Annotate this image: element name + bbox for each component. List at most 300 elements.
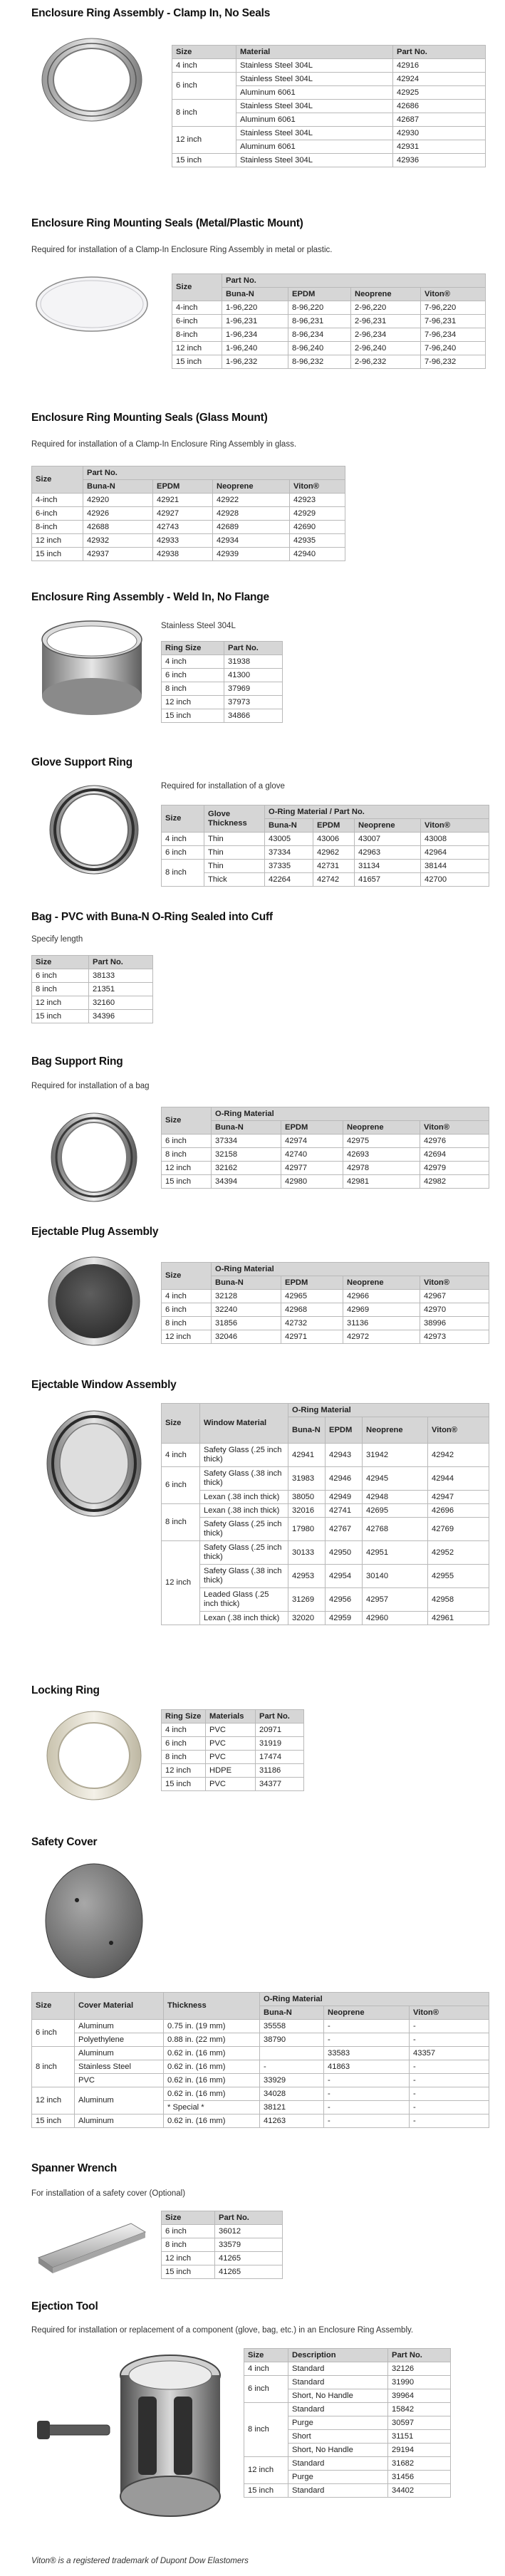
cell: 42953	[288, 1565, 326, 1588]
section-title-glove-support-ring: Glove Support Ring	[31, 756, 132, 768]
cell-material: Aluminum 6061	[236, 86, 393, 100]
cell: 42959	[326, 1612, 363, 1625]
cell: 38144	[421, 860, 489, 873]
cell: -	[324, 2101, 410, 2114]
cell: 0.75 in. (19 mm)	[164, 2020, 260, 2033]
cell: Aluminum	[75, 2020, 164, 2033]
table-row	[162, 1518, 489, 1541]
cell-part-no: 42936	[393, 154, 486, 167]
cell: Thin	[204, 860, 265, 873]
cell-part-no: 42931	[393, 140, 486, 154]
th-oring-material: O-Ring Material	[212, 1263, 489, 1276]
cell: 12 inch	[244, 2457, 288, 2484]
cell: 37973	[224, 696, 283, 709]
cell: 32126	[388, 2362, 451, 2376]
section-note: Specify length	[31, 935, 83, 944]
cell: -	[410, 2074, 489, 2087]
cell: 8-inch	[172, 328, 222, 342]
cell: 30133	[288, 1541, 326, 1565]
th-viton: Viton®	[428, 1417, 489, 1444]
cell: 31136	[343, 1317, 420, 1330]
cell: 42740	[281, 1148, 343, 1162]
cell: Lexan (.38 inch thick)	[200, 1504, 288, 1518]
th-description: Description	[288, 2349, 388, 2362]
cell: -	[410, 2033, 489, 2047]
cell: 42941	[288, 1444, 326, 1467]
cell: 43007	[355, 833, 421, 846]
cell: 42690	[290, 521, 345, 534]
th-part-no: Part No.	[224, 642, 283, 655]
cell: 43006	[313, 833, 355, 846]
cell: 21351	[89, 983, 153, 996]
cell: 1-96,234	[222, 328, 288, 342]
cell: 41265	[215, 2265, 283, 2279]
cell: Safety Glass (.38 inch thick)	[200, 1467, 288, 1491]
cell: 31682	[388, 2457, 451, 2471]
clamp-in-ring-table	[172, 45, 486, 167]
cell: Lexan (.38 inch thick)	[200, 1612, 288, 1625]
cell: 12 inch	[172, 342, 222, 355]
section-title-locking-ring: Locking Ring	[31, 1684, 100, 1696]
cell: 42960	[363, 1612, 428, 1625]
table-row	[162, 1162, 489, 1175]
cell: 6 inch	[244, 2376, 288, 2403]
cell: 12 inch	[162, 1764, 206, 1778]
th-epdm: EPDM	[288, 288, 351, 301]
cell: 4-inch	[172, 301, 222, 315]
cell-size: 15 inch	[172, 154, 236, 167]
table-row	[162, 1612, 489, 1625]
cell: Aluminum	[75, 2114, 164, 2128]
th-oring-material: O-Ring Material	[260, 1993, 489, 2006]
ejectable-plug-image	[31, 1248, 152, 1355]
cell: 42958	[428, 1588, 489, 1612]
table-row	[32, 494, 345, 507]
cell: 38790	[260, 2033, 324, 2047]
cell: 15 inch	[162, 1175, 212, 1189]
section-note: Required for installation of a Clamp-In Enclosure Ring Assembly in glass.	[31, 440, 297, 449]
th-part-no: Part No.	[215, 2211, 283, 2225]
cell: 31856	[212, 1317, 281, 1330]
cell: 15 inch	[162, 2265, 215, 2279]
section-title-ejectable-window: Ejectable Window Assembly	[31, 1379, 177, 1391]
cell: 15 inch	[32, 548, 83, 561]
cell: 1-96,240	[222, 342, 288, 355]
cell: 8 inch	[162, 1751, 206, 1764]
cell: 2-96,232	[351, 355, 421, 369]
cell: 29194	[388, 2444, 451, 2457]
table-row	[162, 1737, 304, 1751]
th-part-no: Part No.	[89, 956, 153, 969]
th-neoprene: Neoprene	[351, 288, 421, 301]
cell: -	[324, 2087, 410, 2101]
cell: 42939	[213, 548, 290, 561]
cell: 0.88 in. (22 mm)	[164, 2033, 260, 2047]
th-thickness: Thickness	[164, 1993, 260, 2020]
cell: -	[324, 2020, 410, 2033]
cell: 4 inch	[244, 2362, 288, 2376]
cell: 42966	[343, 1290, 420, 1303]
cell: 30140	[363, 1565, 428, 1588]
cell: 42934	[213, 534, 290, 548]
cell: Safety Glass (.25 inch thick)	[200, 1541, 288, 1565]
cell: 6 inch	[162, 846, 204, 860]
bag-support-ring-image	[31, 1104, 152, 1211]
cell: Aluminum	[75, 2087, 164, 2114]
cell: 42928	[213, 507, 290, 521]
cell: 7-96,231	[421, 315, 486, 328]
cell: -	[324, 2033, 410, 2047]
table-row	[32, 2087, 489, 2101]
cell: Polyethylene	[75, 2033, 164, 2047]
cell: PVC	[206, 1724, 256, 1737]
cell: 6 inch	[162, 1467, 200, 1504]
cell: 42700	[421, 873, 489, 887]
cell-size: 8 inch	[172, 100, 236, 127]
cell: Leaded Glass (.25 inch thick)	[200, 1588, 288, 1612]
cell: 31983	[288, 1467, 326, 1491]
th-viton: Viton®	[420, 1276, 489, 1290]
cell: 33929	[260, 2074, 324, 2087]
cell: 32016	[288, 1504, 326, 1518]
cell: 42938	[153, 548, 213, 561]
cell: 0.62 in. (16 mm)	[164, 2047, 260, 2060]
cell: 42920	[83, 494, 153, 507]
table-row	[244, 2484, 451, 2498]
cell: 39964	[388, 2389, 451, 2403]
cell: 7-96,232	[421, 355, 486, 369]
cell: 42965	[281, 1290, 343, 1303]
table-row	[32, 534, 345, 548]
cell: 31919	[256, 1737, 304, 1751]
cell: Short, No Handle	[288, 2389, 388, 2403]
table-row	[172, 355, 486, 369]
th-size: Size	[162, 2211, 215, 2225]
th-size: Size	[32, 466, 83, 494]
cell-part-no: 42687	[393, 113, 486, 127]
th-part-no: Part No.	[83, 466, 345, 480]
cell: 42923	[290, 494, 345, 507]
cell: 8 inch	[162, 682, 224, 696]
th-glove-thickness: Glove Thickness	[204, 805, 265, 833]
cell: 42967	[420, 1290, 489, 1303]
cell: 36012	[215, 2225, 283, 2238]
section-title-metal-plastic-seals: Enclosure Ring Mounting Seals (Metal/Plastic Mount)	[31, 217, 303, 229]
cell: -	[410, 2060, 489, 2074]
table-row	[162, 1467, 489, 1491]
th-size: Size	[32, 956, 89, 969]
cell: 31456	[388, 2471, 451, 2484]
cell-part-no: 42930	[393, 127, 486, 140]
cell: Safety Glass (.25 inch thick)	[200, 1444, 288, 1467]
cell: 42731	[313, 860, 355, 873]
cell: 42946	[326, 1467, 363, 1491]
table-row	[162, 1504, 489, 1518]
cell: 8-inch	[32, 521, 83, 534]
section-title-ejection-tool: Ejection Tool	[31, 2300, 98, 2312]
cell: 15 inch	[162, 1778, 206, 1791]
cell: 34394	[212, 1175, 281, 1189]
th-size: Size	[162, 1404, 200, 1444]
th-part-no: Part No.	[388, 2349, 451, 2362]
cell: 42978	[343, 1162, 420, 1175]
cell: 31942	[363, 1444, 428, 1467]
metal-plastic-seals-table	[172, 273, 486, 369]
table-row	[32, 1010, 153, 1023]
cell: 42743	[153, 521, 213, 534]
table-row	[162, 1491, 489, 1504]
table-row	[32, 548, 345, 561]
cell: 8-96,231	[288, 315, 351, 328]
cell: 12 inch	[162, 1162, 212, 1175]
cell: 43005	[265, 833, 313, 846]
cell: 7-96,220	[421, 301, 486, 315]
table-row	[162, 1778, 304, 1791]
table-row	[162, 1764, 304, 1778]
table-row	[32, 969, 153, 983]
cell: 12 inch	[162, 1541, 200, 1625]
cell: 42961	[428, 1612, 489, 1625]
cell: 8-96,220	[288, 301, 351, 315]
cell: 31269	[288, 1588, 326, 1612]
cell: 4 inch	[162, 655, 224, 669]
ejection-tool-table	[244, 2348, 451, 2498]
cell: 37969	[224, 682, 283, 696]
cell: 42973	[420, 1330, 489, 1344]
cell: 4 inch	[162, 1444, 200, 1467]
cell: 4-inch	[32, 494, 83, 507]
table-row	[172, 100, 486, 113]
cell: 42926	[83, 507, 153, 521]
cell: 2-96,240	[351, 342, 421, 355]
table-row	[172, 59, 486, 73]
table-row	[162, 1290, 489, 1303]
th-size: Size	[162, 1263, 212, 1290]
cell: 4 inch	[162, 1724, 206, 1737]
cell: 42935	[290, 534, 345, 548]
cell: Purge	[288, 2416, 388, 2430]
glove-support-ring-image	[31, 776, 152, 883]
th-size: Size	[172, 274, 222, 301]
cell: 42963	[355, 846, 421, 860]
cell: 34028	[260, 2087, 324, 2101]
cell: 42980	[281, 1175, 343, 1189]
cell: 1-96,231	[222, 315, 288, 328]
table-row	[32, 2020, 489, 2033]
cell: 42927	[153, 507, 213, 521]
cell: 34396	[89, 1010, 153, 1023]
th-buna-n: Buna-N	[260, 2006, 324, 2020]
cell: 15 inch	[162, 709, 224, 723]
cell: -	[324, 2114, 410, 2128]
section-title-safety-cover: Safety Cover	[31, 1836, 98, 1848]
cell: 42977	[281, 1162, 343, 1175]
cell: 6 inch	[162, 1737, 206, 1751]
ejectable-plug-table	[161, 1262, 489, 1344]
cell: 34377	[256, 1778, 304, 1791]
cell: 8-96,234	[288, 328, 351, 342]
table-row	[162, 860, 489, 873]
cell: 17474	[256, 1751, 304, 1764]
cell: 6-inch	[32, 507, 83, 521]
table-row	[32, 2060, 489, 2074]
cell: PVC	[75, 2074, 164, 2087]
th-neoprene: Neoprene	[343, 1121, 420, 1135]
cell: 1-96,232	[222, 355, 288, 369]
cell: 12 inch	[32, 996, 89, 1010]
cell: 38121	[260, 2101, 324, 2114]
cell: 42948	[363, 1491, 428, 1504]
th-buna-n: Buna-N	[83, 480, 153, 494]
cell: 42950	[326, 1541, 363, 1565]
section-note: Required for installation or replacement of a component (glove, bag, etc.) in an Enclosure Ring Assembly.	[31, 2326, 414, 2335]
cell: 43357	[410, 2047, 489, 2060]
cell: Standard	[288, 2362, 388, 2376]
cell: 31186	[256, 1764, 304, 1778]
cell: 12 inch	[162, 696, 224, 709]
cell: 8 inch	[32, 2047, 75, 2087]
th-neoprene: Neoprene	[343, 1276, 420, 1290]
cell: 42769	[428, 1518, 489, 1541]
ejectable-window-table	[161, 1403, 489, 1625]
safety-cover-table	[31, 1992, 489, 2128]
cell-part-no: 42925	[393, 86, 486, 100]
table-row	[32, 996, 153, 1010]
cell: Thin	[204, 846, 265, 860]
th-viton: Viton®	[420, 1121, 489, 1135]
cell: 41265	[215, 2252, 283, 2265]
cell: Aluminum	[75, 2047, 164, 2060]
cell: 42952	[428, 1541, 489, 1565]
cell: 42956	[326, 1588, 363, 1612]
cell: 42688	[83, 521, 153, 534]
table-row	[162, 846, 489, 860]
table-row	[32, 521, 345, 534]
section-title-spanner-wrench: Spanner Wrench	[31, 2162, 118, 2174]
cell: 0.62 in. (16 mm)	[164, 2074, 260, 2087]
th-epdm: EPDM	[326, 1417, 363, 1444]
cell: 42693	[343, 1148, 420, 1162]
cell: 32046	[212, 1330, 281, 1344]
cell: Lexan (.38 inch thick)	[200, 1491, 288, 1504]
th-buna-n: Buna-N	[212, 1121, 281, 1135]
cell: 17980	[288, 1518, 326, 1541]
table-row	[32, 983, 153, 996]
cell: 42968	[281, 1303, 343, 1317]
cell: 42954	[326, 1565, 363, 1588]
table-row	[172, 154, 486, 167]
cell: Stainless Steel	[75, 2060, 164, 2074]
cell: 42264	[265, 873, 313, 887]
cell: 31938	[224, 655, 283, 669]
cell: * Special *	[164, 2101, 260, 2114]
cell: 42962	[313, 846, 355, 860]
table-row	[244, 2457, 451, 2471]
cell: 42921	[153, 494, 213, 507]
cell: 42982	[420, 1175, 489, 1189]
cell: 7-96,240	[421, 342, 486, 355]
th-viton: Viton®	[290, 480, 345, 494]
cell: 42969	[343, 1303, 420, 1317]
cell: 42940	[290, 548, 345, 561]
cell: 41863	[324, 2060, 410, 2074]
cell: Purge	[288, 2471, 388, 2484]
cell: 42942	[428, 1444, 489, 1467]
cell: -	[324, 2074, 410, 2087]
cell: 42694	[420, 1148, 489, 1162]
table-row	[172, 328, 486, 342]
cell: 30597	[388, 2416, 451, 2430]
weld-in-ring-image	[31, 620, 152, 719]
cell: 42975	[343, 1135, 420, 1148]
cell: 1-96,220	[222, 301, 288, 315]
th-buna-n: Buna-N	[265, 819, 313, 833]
locking-ring-table	[161, 1709, 304, 1791]
th-size: Size	[244, 2349, 288, 2362]
cell: 42976	[420, 1135, 489, 1148]
cell-size: 6 inch	[172, 73, 236, 100]
table-row	[162, 1330, 489, 1344]
table-row	[162, 2225, 283, 2238]
ejection-tool-image	[31, 2347, 238, 2532]
table-row	[162, 833, 489, 846]
cell: 6 inch	[32, 2020, 75, 2047]
cell: 32020	[288, 1612, 326, 1625]
locking-ring-image	[31, 1706, 152, 1805]
th-buna-n: Buna-N	[288, 1417, 326, 1444]
th-neoprene: Neoprene	[213, 480, 290, 494]
th-materials: Materials	[206, 1710, 256, 1724]
cell: 8 inch	[162, 1148, 212, 1162]
cell: Standard	[288, 2457, 388, 2471]
cell: 8 inch	[162, 2238, 215, 2252]
cell: 4 inch	[162, 1290, 212, 1303]
th-viton: Viton®	[421, 288, 486, 301]
cell: 42945	[363, 1467, 428, 1491]
table-row	[162, 669, 283, 682]
table-row	[162, 873, 489, 887]
cell: 32128	[212, 1290, 281, 1303]
th-size: Size	[32, 1993, 75, 2020]
cell: 42955	[428, 1565, 489, 1588]
cell: 42937	[83, 548, 153, 561]
table-row	[162, 2252, 283, 2265]
cell-material: Stainless Steel 304L	[236, 73, 393, 86]
th-neoprene: Neoprene	[324, 2006, 410, 2020]
th-window-material: Window Material	[200, 1404, 288, 1444]
trademark-footer: Viton® is a registered trademark of Dupont Dow Elastomers	[31, 2557, 249, 2565]
cell: 8-96,240	[288, 342, 351, 355]
cell: 37335	[265, 860, 313, 873]
th-part-no: Part No.	[222, 274, 486, 288]
cell: 42929	[290, 507, 345, 521]
table-row	[162, 2265, 283, 2279]
glass-seals-table	[31, 466, 345, 561]
cell: 2-96,234	[351, 328, 421, 342]
cell: 20971	[256, 1724, 304, 1737]
th-oring-material: O-Ring Material	[212, 1107, 489, 1121]
cell: Short	[288, 2430, 388, 2444]
cell: 7-96,234	[421, 328, 486, 342]
cell: 42970	[420, 1303, 489, 1317]
cell: 38050	[288, 1491, 326, 1504]
cell: Short, No Handle	[288, 2444, 388, 2457]
cell: 6 inch	[32, 969, 89, 983]
table-row	[162, 709, 283, 723]
th-neoprene: Neoprene	[355, 819, 421, 833]
section-note: Required for installation of a Clamp-In Enclosure Ring Assembly in metal or plastic.	[31, 246, 333, 254]
cell: Thin	[204, 833, 265, 846]
